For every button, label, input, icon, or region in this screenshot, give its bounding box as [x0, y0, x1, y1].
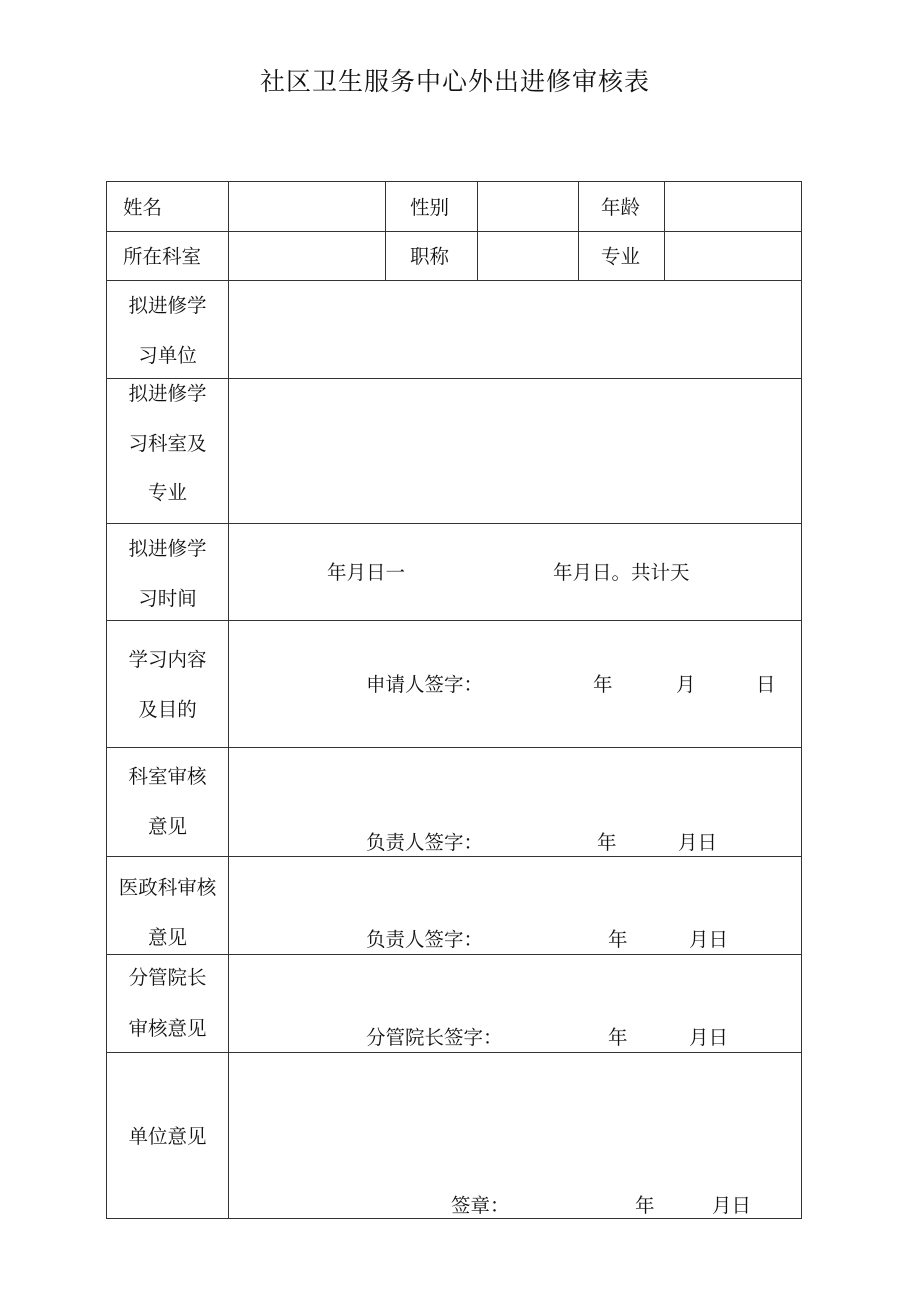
job-title-field[interactable]	[478, 232, 578, 280]
applicant-day: 日	[756, 673, 776, 696]
age-field[interactable]	[665, 182, 801, 231]
unit-opinion-label: 单位意见	[128, 1125, 207, 1148]
dept-review-label-line1: 科室审核	[128, 765, 207, 788]
gender-field[interactable]	[478, 182, 578, 231]
period-end-text[interactable]: 年月日。共计天	[553, 561, 690, 584]
unit-opinion-seal-label: 签章：	[451, 1194, 510, 1217]
dept-review-label-line2: 意见	[147, 815, 187, 838]
department-field[interactable]	[229, 232, 385, 280]
training-unit-label-line2: 习单位	[138, 344, 197, 367]
training-dept-label-line3: 专业	[147, 481, 187, 504]
medical-review-label-line1: 医政科审核	[118, 876, 217, 899]
major-field[interactable]	[665, 232, 801, 280]
training-period-label-line2: 习时间	[138, 587, 197, 610]
department-label: 所在科室	[123, 245, 202, 268]
major-label: 专业	[601, 245, 641, 268]
period-start-text[interactable]: 年月日一	[327, 561, 406, 584]
vp-review-label-line2: 审核意见	[128, 1017, 207, 1040]
vp-review-month-day: 月日	[689, 1026, 729, 1049]
dept-review-sign-label: 负责人签字：	[366, 831, 484, 854]
content-label-line2: 及目的	[138, 698, 197, 721]
medical-review-month-day: 月日	[689, 928, 729, 951]
job-title-label: 职称	[410, 245, 450, 268]
name-field[interactable]	[229, 182, 385, 231]
medical-review-label-line2: 意见	[147, 926, 187, 949]
name-label: 姓名	[123, 196, 163, 219]
column-divider	[385, 182, 386, 280]
training-dept-label-line1: 拟进修学	[128, 382, 207, 405]
medical-review-sign-label: 负责人签字：	[366, 928, 484, 951]
vp-review-sign-label: 分管院长签字：	[366, 1026, 503, 1049]
unit-opinion-year: 年	[635, 1194, 655, 1217]
training-unit-field[interactable]	[229, 281, 801, 378]
dept-review-month-day: 月日	[678, 831, 718, 854]
vp-review-year: 年	[608, 1026, 628, 1049]
training-unit-label-line1: 拟进修学	[128, 294, 207, 317]
gender-label: 性别	[410, 196, 450, 219]
content-field[interactable]	[229, 621, 801, 747]
column-divider	[578, 182, 579, 280]
training-dept-field[interactable]	[229, 379, 801, 523]
content-label-line1: 学习内容	[128, 648, 207, 671]
vp-review-label-line1: 分管院长	[128, 966, 207, 989]
age-label: 年龄	[601, 196, 641, 219]
applicant-sign-label: 申请人签字：	[366, 673, 484, 696]
training-dept-label-line2: 习科室及	[128, 432, 207, 455]
review-form-table	[106, 181, 802, 1219]
unit-opinion-month-day: 月日	[712, 1194, 752, 1217]
dept-review-year: 年	[597, 831, 617, 854]
applicant-year: 年	[593, 673, 613, 696]
training-period-label-line1: 拟进修学	[128, 537, 207, 560]
medical-review-year: 年	[608, 928, 628, 951]
applicant-month: 月	[676, 673, 696, 696]
form-title: 社区卫生服务中心外出进修审核表	[259, 67, 650, 96]
